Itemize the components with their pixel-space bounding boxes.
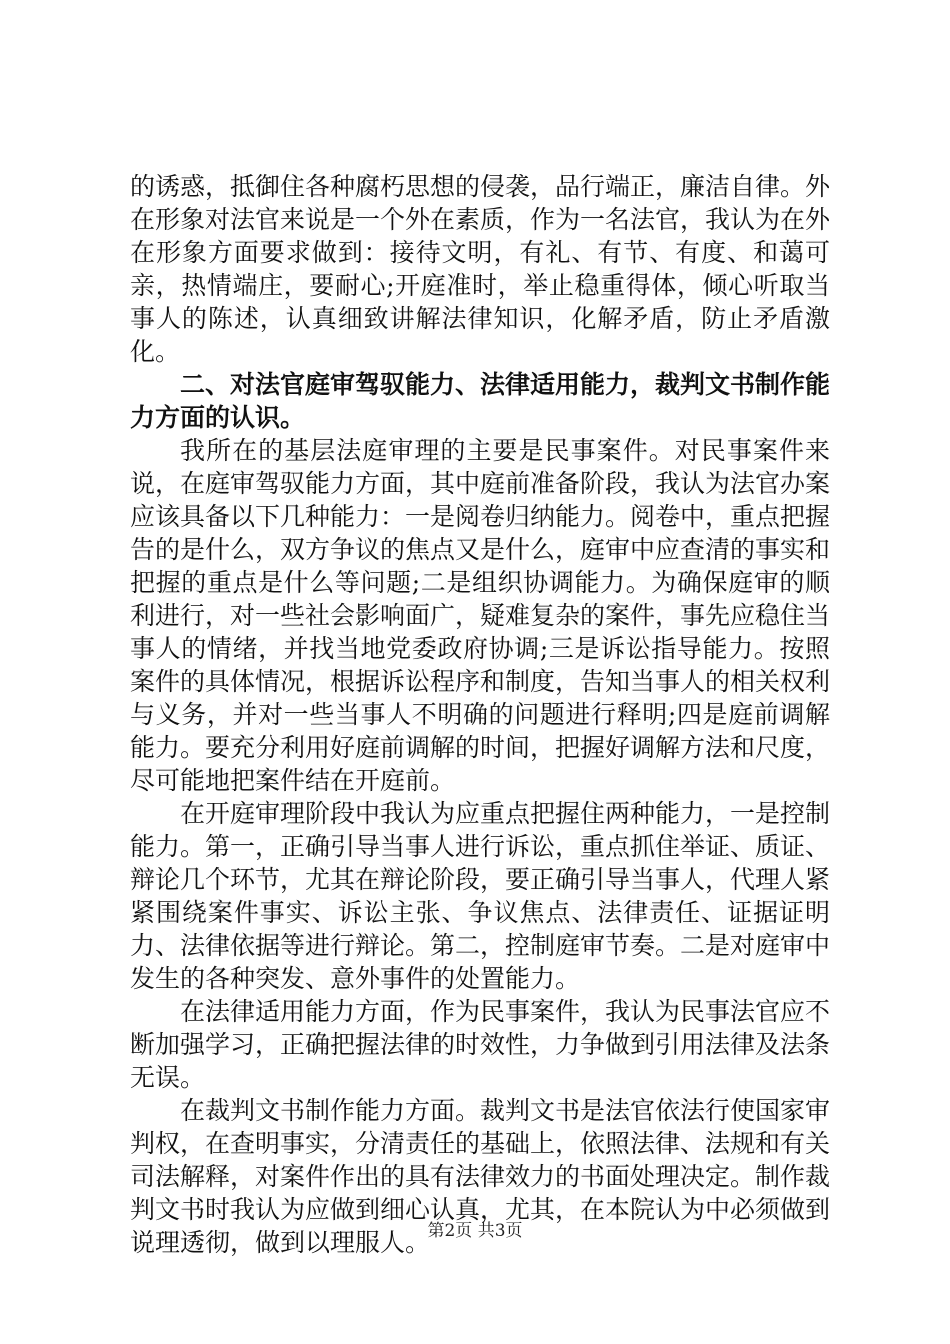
section-heading: 二、对法官庭审驾驭能力、法律适用能力，裁判文书制作能力方面的认识。 [130,370,831,432]
paragraph-continuation: 的诱惑，抵御住各种腐朽思想的侵袭，品行端正，廉洁自律。外在形象对法官来说是一个外在素质，作为一名法官，我认为在外在形象方面要求做到：接待文明，有礼、有节、有度、和蔼可亲，热情端庄，要耐心;开庭准时，举止稳重得体，倾心听取当事人的陈述，认真细致讲解法律知识，化解矛盾，防止矛盾激化。 [130,172,831,366]
page-footer: 第2页 共3页 [427,1221,523,1241]
paragraph-judgment-writing: 在裁判文书制作能力方面。裁判文书是法官依法行使国家审判权，在查明事实，分清责任的基础上，依照法律、法规和有关司法解释，对案件作出的具有法律效力的书面处理决定。制作裁判文书时我认为应做到细心认真，尤其，在本院认为中必须做到说理透彻，做到以理服人。 [130,1096,831,1257]
document-body [130,170,830,1259]
paragraph-pretrial: 我所在的基层法庭审理的主要是民事案件。对民事案件来说，在庭审驾驭能力方面，其中庭前准备阶段，我认为法官办案应该具备以下几种能力：一是阅卷归纳能力。阅卷中，重点把握告的是什么，双方争议的焦点又是什么，庭审中应查清的事实和把握的重点是什么等问题;二是组织协调能力。为确保庭审的顺利进行，对一些社会影响面广，疑难复杂的案件，事先应稳住当事人的情绪，并找当地党委政府协调;三是诉讼指导能力。按照案件的具体情况，根据诉讼程序和制度，告知当事人的相关权利与义务，并对一些当事人不明确的问题进行释明;四是庭前调解能力。要充分利用好庭前调解的时间，把握好调解方法和尺度，尽可能地把案件结在开庭前。 [130,436,831,795]
paragraph-law-application: 在法律适用能力方面，作为民事案件，我认为民事法官应不断加强学习，正确把握法律的时效性，力争做到引用法律及法条无误。 [130,997,831,1092]
paragraph-trial-stage: 在开庭审理阶段中我认为应重点把握住两种能力，一是控制能力。第一，正确引导当事人进行诉讼，重点抓住举证、质证、辩论几个环节，尤其在辩论阶段，要正确引导当事人，代理人紧紧围绕案件事实、诉讼主张、争议焦点、法律责任、证据证明力、法律依据等进行辩论。第二，控制庭审节奏。二是对庭审中发生的各种突发、意外事件的处置能力。 [130,799,831,993]
